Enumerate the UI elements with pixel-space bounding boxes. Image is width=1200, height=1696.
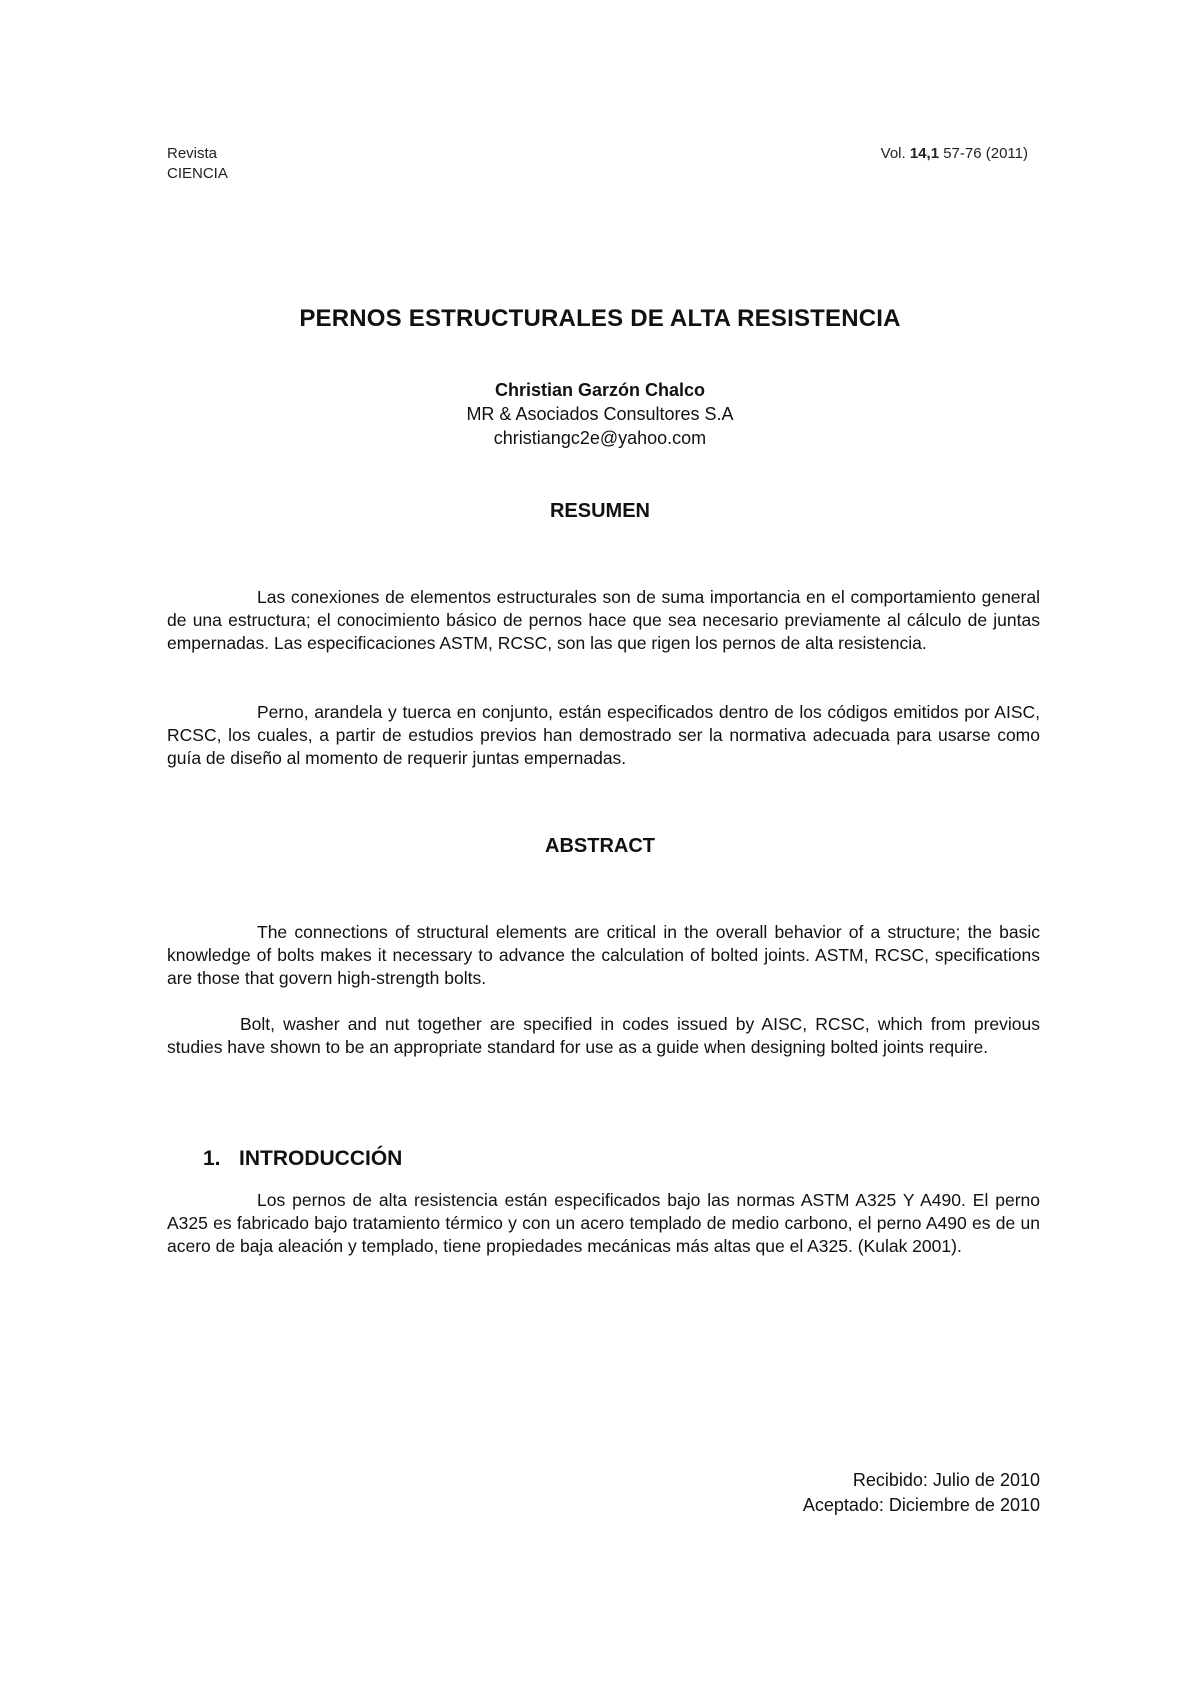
author-name: Christian Garzón Chalco (494, 380, 706, 400)
volume-info (881, 144, 1028, 164)
resumen-heading: RESUMEN (549, 500, 650, 522)
volume-number: 14,1 (909, 145, 940, 162)
volume-pages: 57-76 (2011) (943, 145, 1028, 162)
author-block (0, 378, 1200, 450)
received-date: Recibido: Julio de 2010 (852, 1470, 1040, 1490)
abstract-paragraph-1: The connections of structural elements are critical in the overall behavior of a structure; the basic knowledge of bolts makes it necessary to advance the calculation of bolted joints. ASTM, RCSC, specifications are those that govern high-strength bolts. (167, 922, 1040, 988)
author-email: christiangc2e@yahoo.com (493, 428, 707, 448)
intro-paragraph-1: Los pernos de alta resistencia están especificados bajo las normas ASTM A325 Y A490. El perno A325 es fabricado bajo tratamiento térmico y con un acero templado de medio carbono, el perno A490 es de un acero de baja aleación y templado, tiene propiedades mecánicas más altas que el A325. (Kulak 2001). (167, 1190, 1040, 1256)
journal-line-1: Revista (167, 145, 218, 162)
journal-name (167, 144, 228, 184)
resumen-paragraph-2: Perno, arandela y tuerca en conjunto, están especificados dentro de los códigos emitidos por AISC, RCSC, los cuales, a partir de estudios previos han demostrado ser la normativa adecuada para usarse como guía de diseño al momento de requerir juntas empernadas. (167, 702, 1040, 768)
intro-heading (203, 1147, 402, 1171)
accepted-date: Aceptado: Diciembre de 2010 (802, 1495, 1040, 1515)
intro-section-title: INTRODUCCIÓN (239, 1147, 403, 1170)
paper-title: PERNOS ESTRUCTURALES DE ALTA RESISTENCIA (299, 305, 901, 332)
abstract-heading: ABSTRACT (545, 835, 655, 857)
volume-prefix: Vol. (880, 145, 906, 162)
intro-section-number: 1. (203, 1147, 221, 1170)
abstract-paragraph-2: Bolt, washer and nut together are specified in codes issued by AISC, RCSC, which from previous studies have shown to be an appropriate standard for use as a guide when designing bolted joints require. (167, 1014, 1040, 1057)
journal-line-2: CIENCIA (167, 165, 228, 182)
author-affiliation: MR & Asociados Consultores S.A (466, 404, 734, 424)
resumen-paragraph-1: Las conexiones de elementos estructurales son de suma importancia en el comportamiento general de una estructura; el conocimiento básico de pernos hace que sea necesario previamente al cálculo de juntas empernadas. Las especificaciones ASTM, RCSC, son las que rigen los pernos de alta resistencia. (167, 587, 1040, 653)
submission-dates (803, 1468, 1040, 1518)
